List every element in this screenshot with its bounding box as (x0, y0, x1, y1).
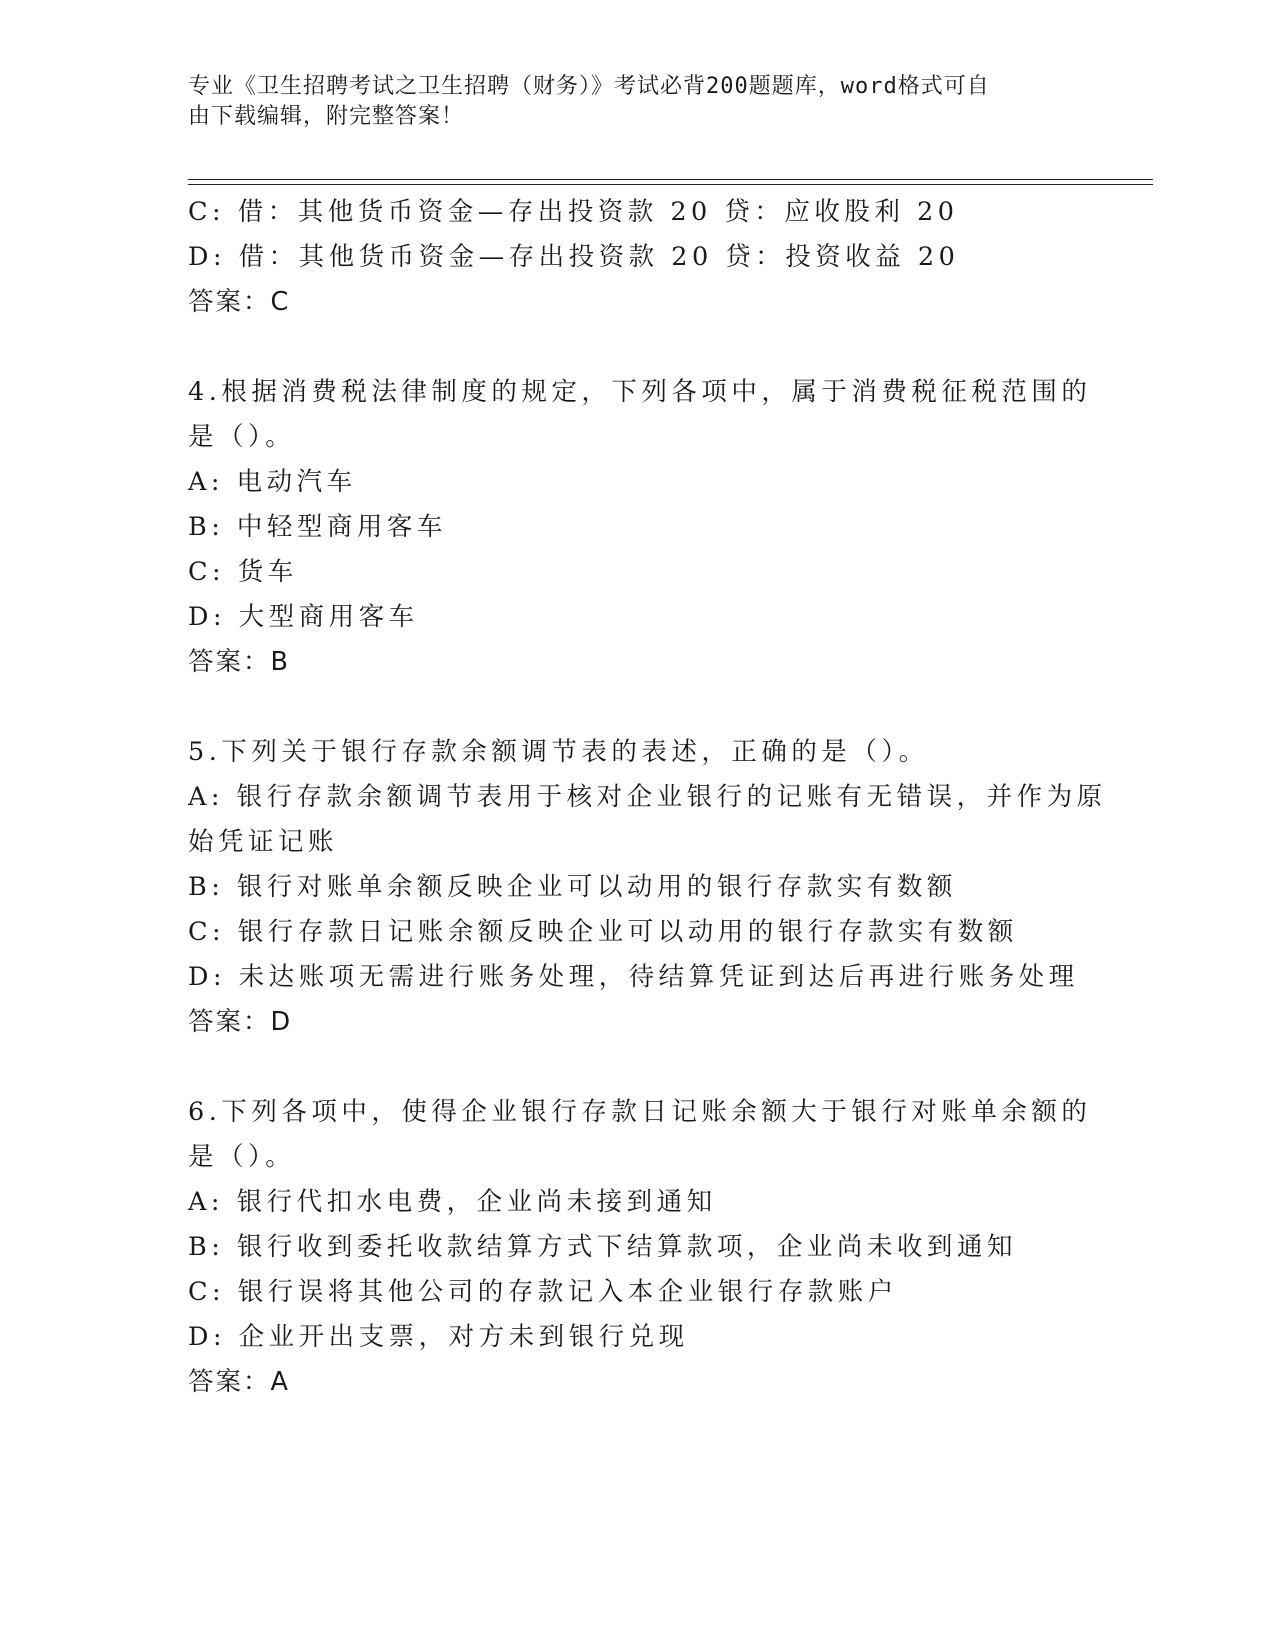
question-3-tail (188, 190, 1088, 325)
q6-option-d: D: 企业开出支票，对方未到银行兑现 (188, 1322, 689, 1352)
q5-stem-line-1: 5.下列关于银行存款余额调节表的表述，正确的是（）。 (188, 737, 929, 767)
q6-answer: 答案：A (188, 1367, 290, 1397)
question-5 (188, 730, 1107, 1045)
q6-option-b: B: 银行收到委托收款结算方式下结算款项，企业尚未收到通知 (188, 1232, 1017, 1262)
header-divider-top (188, 179, 1153, 180)
q4-option-d: D: 大型商用客车 (188, 602, 419, 632)
q4-stem-line-1: 4.根据消费税法律制度的规定，下列各项中，属于消费税征税范围的 (188, 377, 1092, 407)
q6-stem-line-2: 是（）。 (188, 1142, 296, 1172)
header-line-1: 专业《卫生招聘考试之卫生招聘（财务）》考试必背200题题库，word格式可自 (188, 74, 990, 99)
header-divider-bottom (188, 184, 1153, 185)
q5-option-a-line-1: A: 银行存款余额调节表用于核对企业银行的记账有无错误，并作为原 (188, 782, 1107, 812)
q4-option-b: B: 中轻型商用客车 (188, 512, 447, 542)
q3-option-d: D: 借：其他货币资金—存出投资款 20 贷：投资收益 20 (188, 242, 960, 272)
q3-answer: 答案：C (188, 287, 291, 317)
q4-stem-line-2: 是（）。 (188, 422, 296, 452)
q4-answer: 答案：B (188, 647, 290, 677)
spacer (188, 685, 1088, 730)
question-list (188, 190, 1107, 1405)
spacer (188, 325, 1088, 370)
question-4 (188, 370, 1092, 685)
document-header (188, 72, 1068, 132)
q3-option-c: C: 借：其他货币资金—存出投资款 20 贷：应收股利 20 (188, 197, 959, 227)
q5-option-c: C: 银行存款日记账余额反映企业可以动用的银行存款实有数额 (188, 917, 1018, 947)
header-line-2: 由下载编辑，附完整答案！ (188, 104, 465, 129)
q5-option-b: B: 银行对账单余额反映企业可以动用的银行存款实有数额 (188, 872, 957, 902)
q5-answer: 答案：D (188, 1007, 293, 1037)
q6-option-a: A: 银行代扣水电费，企业尚未接到通知 (188, 1187, 717, 1217)
question-6 (188, 1090, 1092, 1405)
q6-option-c: C: 银行误将其他公司的存款记入本企业银行存款账户 (188, 1277, 898, 1307)
q5-option-a-line-2: 始凭证记账 (188, 827, 339, 857)
q6-stem-line-1: 6.下列各项中，使得企业银行存款日记账余额大于银行对账单余额的 (188, 1097, 1092, 1127)
spacer (188, 1045, 1088, 1090)
q5-option-d: D: 未达账项无需进行账务处理，待结算凭证到达后再进行账务处理 (188, 962, 1079, 992)
q4-option-a: A: 电动汽车 (188, 467, 357, 497)
q4-option-c: C: 货车 (188, 557, 298, 587)
